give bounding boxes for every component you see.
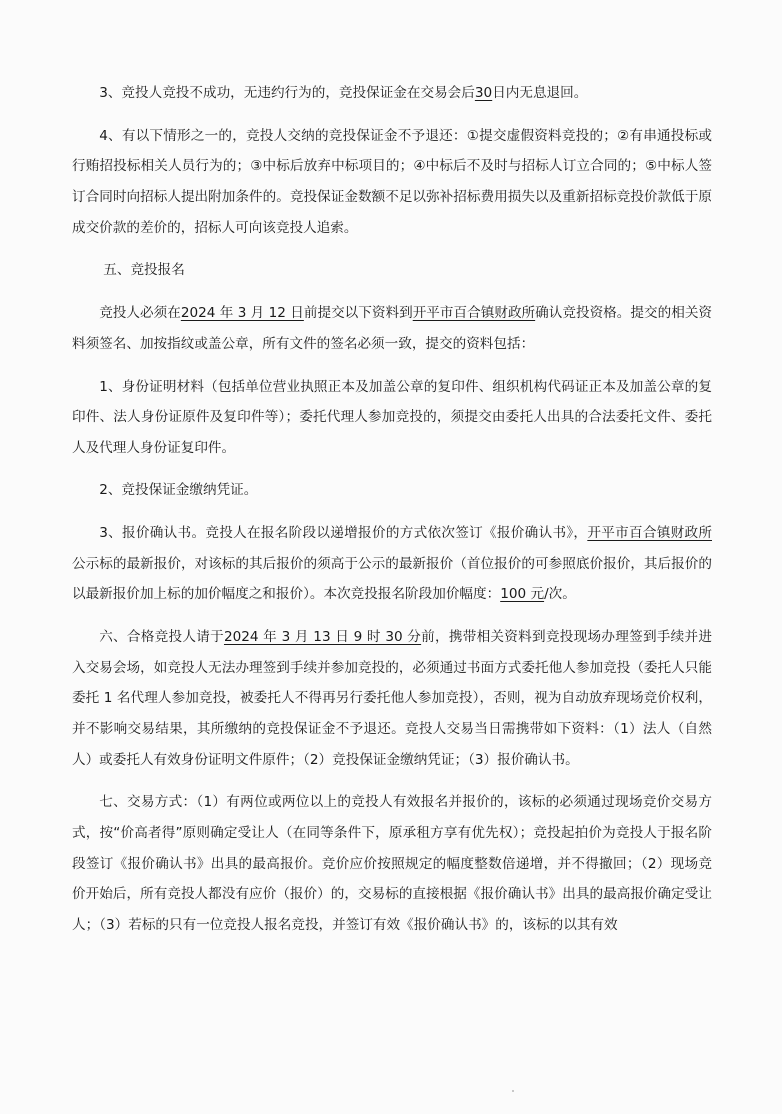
office-name: 开平市百合镇财政所 [587, 525, 712, 542]
text: 确认竞投资格。提交的相关资料须签名、加按指纹或盖公章，所有文件的签名必须一致，提交的资料包括： [72, 305, 713, 352]
text: 前提交以下资料到 [303, 305, 413, 322]
paragraph-trading-method [72, 787, 712, 940]
paragraph-deposit-forfeit [72, 121, 712, 243]
text: 2、竞投保证金缴纳凭证。 [99, 482, 258, 499]
text: 4、有以下情形之一的，竞投人交纳的竞投保证金不予退还：①提交虚假资料竞投的；②有串通投标或行贿招投标相关人员行为的；③中标后放弃中标项目的；④中标后不及时与招标人订立合同的；⑤中标人签订合同时向招标人提出附加条件的。竞投保证金数额不足以弥补招标费用损失以及重新招标竞投价款低于原成交价款的差价的，招标人可向该竞投人追索。 [72, 127, 712, 236]
text: /次。 [544, 586, 576, 603]
text: 竞投人必须在 [99, 305, 181, 322]
text: 前，携带相关资料到竞投现场办理签到手续并进入交易会场，如竞投人无法办理签到手续并参加竞投的，必须通过书面方式委托他人参加竞投（委托人只能委托 1 名代理人参加竞投，被委托人不得再另行委托他人参加竞投），否则，视为自动放弃现场竞价权利，并不影响交易结果，其所缴纳的竞投保证金不予退还。竞投人交易当日需携带如下资料：（1）法人（自然人）或委托人有效身份证明文件原件；（2）竞投保证金缴纳凭证；（3）报价确认书。 [72, 629, 712, 768]
paragraph-deposit-refund [72, 78, 712, 109]
text: 七、交易方式：（1）有两位或两位以上的竞投人有效报名并报价的，该标的必须通过现场竞价交易方式，按“价高者得”原则确定受让人（在同等条件下，原承租方享有优先权）；竞投起拍价为竞投人于报名阶段签订《报价确认书》出具的最高报价。竞价应价按照规定的幅度整数倍递增，并不得撤回；（2）现场竞价开始后，所有竞投人都没有应价（报价）的，交易标的直接根据《报价确认书》出具的最高报价确定受让人；（3）若标的只有一位竞投人报名竞投，并签订有效《报价确认书》的，该标的以其有效 [72, 794, 712, 933]
text: 六、合格竞投人请于 [99, 629, 224, 646]
text: 3、竞投人竞投不成功，无违约行为的，竞投保证金在交易会后 [99, 85, 475, 101]
paragraph-sign-in [72, 622, 712, 775]
heading-text: 五、竞投报名 [103, 262, 185, 279]
bid-increment: 100 元 [500, 586, 545, 603]
paragraph-identity-docs [72, 372, 712, 464]
paragraph-price-confirmation [72, 518, 712, 610]
paragraph-registration-deadline [72, 298, 712, 359]
paragraph-deposit-proof [72, 475, 712, 506]
refund-days: 30 [474, 85, 493, 101]
text: 1、身份证明材料（包括单位营业执照正本及加盖公章的复印件、组织机构代码证正本及加盖公章的复印件、法人身份证原件及复印件等）；委托代理人参加竞投的，须提交由委托人出具的合法委托文件、委托人及代理人身份证复印件。 [72, 378, 712, 456]
registration-date: 2024 年 3 月 12 日 [180, 305, 304, 322]
office-name: 开平市百合镇财政所 [412, 305, 536, 322]
text: 3、报价确认书。竞投人在报名阶段以递增报价的方式依次签订《报价确认书》， [99, 525, 588, 542]
sign-in-datetime: 2024 年 3 月 13 日 9 时 30 分 [223, 629, 422, 646]
text: 公示标的最新报价，对该标的其后报价的须高于公示的最新报价（首位报价的可参照底价报价，其后报价的以最新报价加上标的加价幅度之和报价）。本次竞投报名阶段加价幅度： [72, 555, 712, 603]
text: 日内无息退回。 [492, 85, 588, 101]
section-heading-registration [72, 255, 712, 286]
document-body [72, 78, 712, 953]
scan-speck [512, 1090, 514, 1092]
